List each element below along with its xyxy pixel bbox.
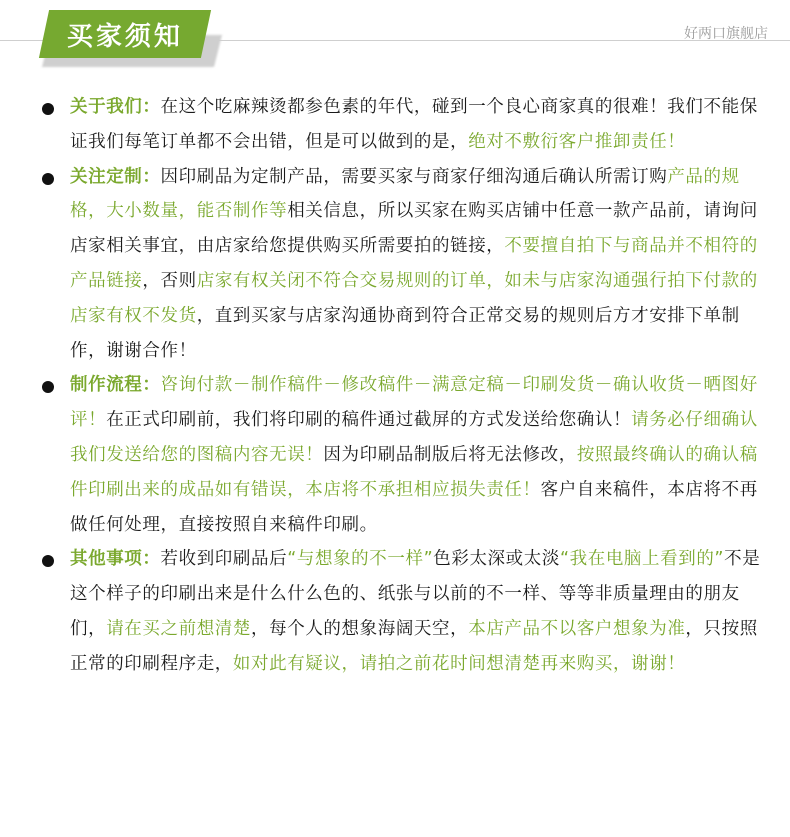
bullet-dot [38, 90, 70, 160]
highlighted-text: 请在买之前想清楚 [106, 618, 252, 639]
notice-content [38, 90, 768, 682]
highlighted-text: 咨询付款－制作稿件－修改稿件－满意定稿－印刷发货－确认收货－晒图好评！ [70, 375, 758, 431]
body-text: ，直到买家与店家沟通协商到符合正常交易的规则后方才安排下单制作，谢谢合作！ [70, 305, 740, 361]
section-text [70, 90, 768, 160]
section-label: 关注定制： [70, 166, 161, 187]
highlighted-text: “我在电脑上看到的” [559, 549, 725, 570]
section-label: 制作流程： [70, 375, 161, 396]
body-text: 若收到印刷品后 [160, 549, 288, 570]
highlighted-text: 店家有权关闭不符合交易规则的订单，如未与店家沟通强行拍下付款的店家有权不发货 [70, 270, 758, 326]
highlighted-text: 不要擅自拍下与商品并不相符的产品链接 [70, 236, 758, 291]
highlighted-text: 按照最终确认的确认稿件印刷出来的成品如有错误，本店将不承担相应损失责任！ [70, 444, 758, 500]
header-tab [39, 10, 211, 58]
body-text: 因为印刷品制版后将无法修改， [323, 444, 577, 465]
body-text: ，只按照正常的印刷程序走， [70, 618, 758, 674]
section-text [70, 542, 768, 681]
notice-section [38, 368, 768, 542]
section-text [70, 368, 768, 542]
notice-section [38, 160, 768, 369]
body-text: 在正式印刷前，我们将印刷的稿件通过截屏的方式发送给您确认！ [106, 410, 632, 431]
body-text: 色彩太深或太淡 [433, 549, 560, 570]
section-text [70, 160, 768, 369]
section-label: 其他事项： [70, 549, 161, 570]
page-title: 买家须知 [66, 21, 183, 52]
shop-name: 好两口旗舰店 [684, 26, 768, 42]
notice-section [38, 542, 768, 681]
body-text: ，每个人的想象海阔天空， [251, 618, 469, 639]
body-text: 不是这个样子的印刷出来是什么什么色的、纸张与以前的不一样、等等非质量理由的朋友们， [70, 549, 761, 639]
bullet-dot [38, 542, 70, 681]
body-text: ，否则 [142, 270, 197, 291]
highlighted-text: 产品的规格，大小数量，能否制作等 [70, 166, 740, 222]
notice-section [38, 90, 768, 160]
highlighted-text: 绝对不敷衍客户推卸责任！ [468, 131, 686, 152]
highlighted-text: 如对此有疑议，请拍之前花时间想清楚再来购买，谢谢！ [232, 653, 686, 674]
body-text: 客户自来稿件，本店将不再做任何处理，直接按照自来稿件印刷。 [70, 479, 758, 535]
body-text: 因印刷品为定制产品，需要买家与商家仔细沟通后确认所需订购 [160, 166, 668, 187]
highlighted-text: “与想象的不一样” [287, 549, 434, 570]
bullet-dot [38, 368, 70, 542]
body-text: 在这个吃麻辣烫都参色素的年代，碰到一个良心商家真的很难！我们不能保证我们每笔订单都不会出错，但是可以做到的是， [70, 97, 758, 152]
section-label: 关于我们： [70, 97, 161, 117]
highlighted-text: 本店产品不以客户想象为准 [468, 618, 686, 639]
bullet-dot [38, 160, 70, 369]
body-text: 相关信息，所以买家在购买店铺中任意一款产品前，请询问店家相关事宜，由店家给您提供购买所需要拍的链接， [70, 201, 758, 257]
highlighted-text: 请务必仔细确认我们发送给您的图稿内容无误！ [70, 410, 758, 465]
